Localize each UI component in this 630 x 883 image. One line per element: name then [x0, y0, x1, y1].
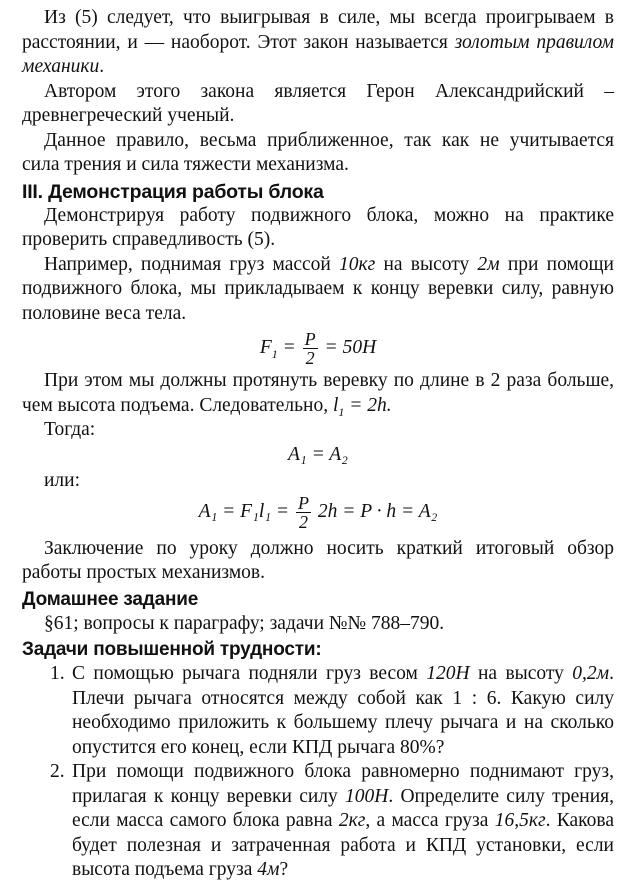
length-sub: 1 — [338, 404, 345, 419]
length-symbol: l — [332, 394, 339, 416]
formula-force: $F_1$ = $\frac{P}{2}$ = 50H — [259, 329, 377, 368]
then-label: Тогда: — [44, 419, 96, 440]
task-item-1 — [22, 662, 614, 760]
task-text: на высоту — [469, 663, 573, 684]
fraction2-denominator: 2 — [298, 511, 308, 532]
fraction2-numerator: P — [297, 492, 309, 513]
task-text: . Плечи рычага относятся между собой как 1 : 6. Какую силу необходимо приложить к большему плечу рычага и на сколько опустится его конец, если КПД рычага 80%? — [72, 663, 614, 758]
task-text: При помощи подвижного блока равномерно поднимают груз, прилагая к концу веревки силу — [72, 761, 614, 807]
work-chain-left: A₁ = F₁l₁ = — [198, 500, 290, 522]
or-label: или: — [44, 470, 81, 491]
homework-text: §61; вопросы к параграфу; задачи №№ 788–790. — [44, 612, 445, 634]
fraction-p-over-2 — [303, 330, 318, 367]
intro-text-end: . — [99, 56, 105, 77]
section-heading-demo: III. Демонстрация работы блока — [22, 180, 324, 203]
intro-paragraph-3: Данное правило, весьма приближенное, так как не учитывается сила трения и сила тяжести механизма. — [22, 129, 614, 175]
formula-work-chain — [22, 494, 614, 531]
demo-text-3: При этом мы должны протянуть веревку по длине в 2 раза больше, чем высота подъема. Следовательно, — [22, 370, 614, 416]
task-text: . Определите силу трения, если масса самого блока равна — [72, 785, 614, 831]
task-number: 2. — [50, 761, 65, 782]
task-value: 120Н — [426, 663, 470, 684]
length-formula — [332, 394, 392, 419]
task-text: . Какова будет полезная и затраченная работа и КПД установки, если высота подъема груза — [72, 810, 614, 880]
task-item-2 — [22, 760, 614, 883]
task-value: 4м — [257, 859, 280, 880]
task-text: ? — [279, 859, 289, 880]
conclusion-paragraph: Заключение по уроку должно носить краткий итоговый обзор работы простых механизмов. — [22, 537, 614, 583]
task-value: 100Н — [345, 785, 389, 807]
length-rest: = 2h. — [344, 394, 392, 416]
task-number: 1. — [50, 663, 65, 684]
intro-text: Из (5) следует, что выигрывая в силе, мы всегда проигрываем в расстоянии, и — наоборот. Этот закон называется — [22, 7, 614, 53]
formula-work-equal: A₁ = A₂ — [288, 443, 348, 465]
golden-rule-term: золотым правилом механики — [22, 31, 614, 77]
fraction-denominator: 2 — [305, 348, 315, 368]
demo-paragraph-1: Демонстрируя работу подвижного блока, можно на практике проверить справедливость (5). — [22, 204, 614, 250]
task-value: 16,5кг — [494, 810, 546, 831]
demo-paragraph-2 — [22, 253, 614, 327]
intro-paragraph-1 — [22, 6, 614, 80]
task-text: С помощью рычага подняли груз весом — [72, 663, 427, 684]
task-value: 2кг — [338, 810, 366, 831]
mass-value: 10кг — [339, 253, 376, 275]
formula-rhs: = 50H — [324, 336, 377, 358]
fraction-p-over-2-second — [296, 494, 311, 531]
intro-paragraph-2: Автором этого закона является Герон Александрийский – древнегреческий ученый. — [22, 80, 614, 126]
demo-text-a: Например, поднимая груз массой — [44, 253, 340, 275]
advanced-tasks-list — [22, 662, 614, 883]
height-value: 2м — [477, 253, 500, 275]
fraction-numerator: P — [304, 329, 316, 349]
demo-paragraph-3 — [22, 369, 614, 418]
homework-heading: Домашнее задание — [22, 588, 199, 610]
task-value: 0,2м — [572, 663, 610, 684]
work-chain-right: 2h = P · h = A₂ — [317, 500, 438, 522]
demo-text-c: при помощи подвижного блока, мы прикладываем к концу веревки силу, равную половине веса тела. — [22, 253, 614, 324]
formula-lhs-sub: 1 — [271, 346, 278, 361]
formula-lhs: F — [259, 336, 272, 358]
demo-text-b: на высоту — [375, 253, 478, 275]
advanced-tasks-heading: Задачи повышенной трудности: — [22, 639, 322, 660]
task-text: , а масса груза — [365, 810, 495, 831]
